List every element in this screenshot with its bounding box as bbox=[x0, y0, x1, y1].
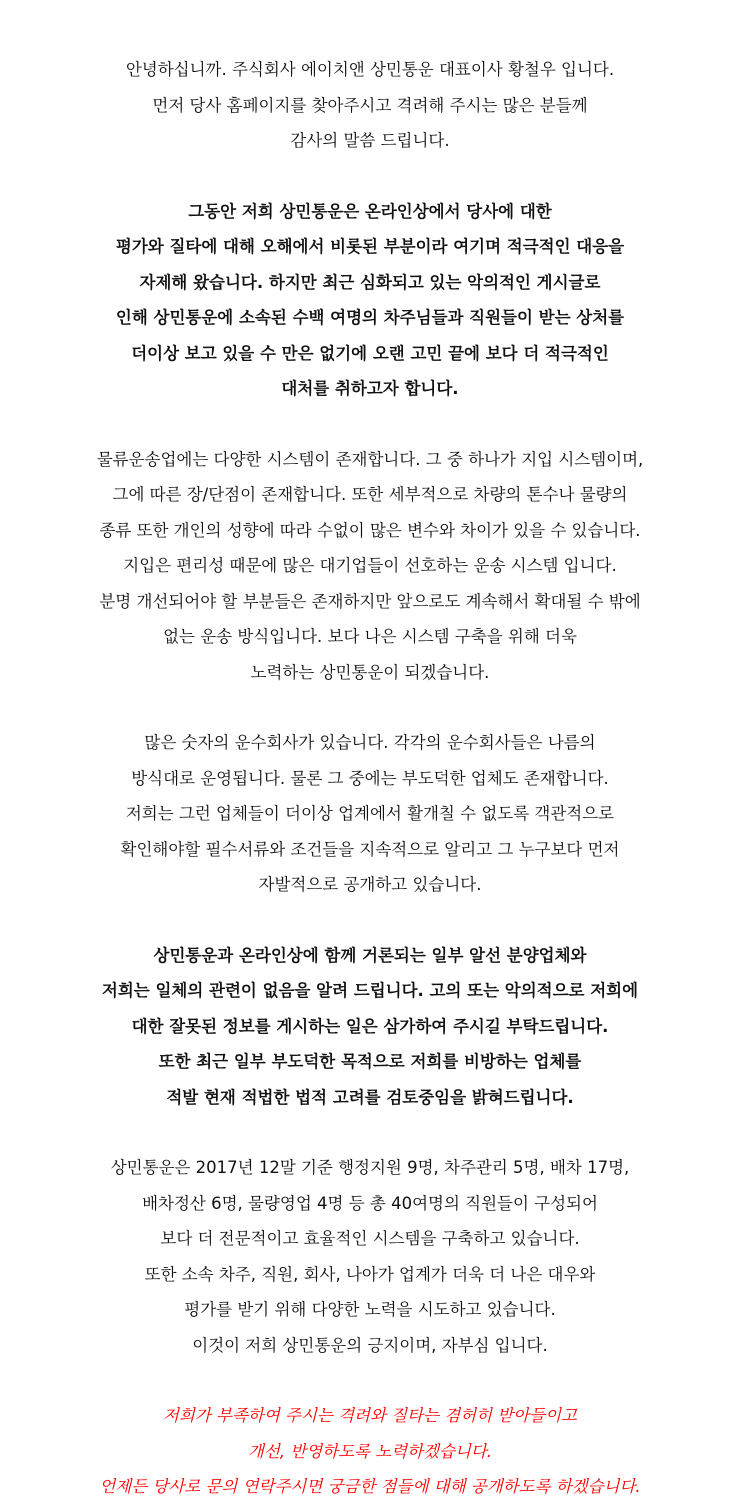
greeting-paragraph bbox=[0, 1150, 740, 1363]
text-line: 상민통운과 온라인상에 함께 거론되는 일부 알선 분양업체와 bbox=[153, 945, 587, 965]
greeting-paragraph bbox=[0, 52, 740, 159]
text-line: 먼저 당사 홈페이지를 찾아주시고 격려해 주시는 많은 분들께 bbox=[152, 95, 588, 115]
text-line: 방식대로 운영됩니다. 물론 그 중에는 부도덕한 업체도 존재합니다. bbox=[131, 768, 609, 788]
text-line: 저희가 부족하여 주시는 격려와 질타는 겸허히 받아들이고 bbox=[162, 1406, 577, 1425]
text-line: 배차정산 6명, 물량영업 4명 등 총 40여명의 직원들이 구성되어 bbox=[142, 1193, 598, 1213]
text-line: 감사의 말씀 드립니다. bbox=[290, 131, 450, 150]
text-line: 평가와 질타에 대해 오해에서 비롯된 부분이라 여기며 적극적인 대응을 bbox=[115, 237, 625, 256]
text-line: 없는 운송 방식입니다. 보다 나은 시스템 구축을 위해 더욱 bbox=[163, 627, 577, 646]
text-line: 많은 숫자의 운수회사가 있습니다. 각각의 운수회사들은 나름의 bbox=[144, 733, 596, 752]
text-line: 자발적으로 공개하고 있습니다. bbox=[258, 875, 482, 894]
text-line: 대한 잘못된 정보를 게시하는 일은 삼가하여 주시길 부탁드립니다. bbox=[131, 1016, 609, 1036]
text-line: 보다 더 전문적이고 효율적인 시스템을 구축하고 있습니다. bbox=[160, 1229, 580, 1248]
text-line: 개선, 반영하도록 노력하겠습니다. bbox=[247, 1441, 493, 1461]
text-line: 저희는 그런 업체들이 더이상 업계에서 활개칠 수 없도록 객관적으로 bbox=[125, 804, 615, 823]
text-line: 종류 또한 개인의 성향에 따라 수없이 많은 변수와 차이가 있을 수 있습니다. bbox=[99, 520, 641, 540]
greeting-paragraph bbox=[0, 938, 740, 1116]
text-line: 분명 개선되어야 할 부분들은 존재하지만 앞으로도 계속해서 확대될 수 밖에 bbox=[99, 591, 641, 611]
greeting-paragraph bbox=[0, 442, 740, 691]
text-line: 또한 소속 차주, 직원, 회사, 나아가 업계가 더욱 더 나은 대우와 bbox=[144, 1264, 596, 1284]
text-line: 인해 상민통운에 소속된 수백 여명의 차주님들과 직원들이 받는 상처를 bbox=[115, 308, 625, 327]
text-line: 지입은 편리성 때문에 많은 대기업들이 선호하는 운송 시스템 입니다. bbox=[123, 556, 617, 575]
text-line: 적발 현재 적법한 법적 고려를 검토중임을 밝혀드립니다. bbox=[166, 1087, 574, 1107]
greeting-paragraph bbox=[0, 194, 740, 407]
text-line: 이것이 저희 상민통운의 긍지이며, 자부심 입니다. bbox=[192, 1335, 548, 1355]
text-line: 그에 따른 장/단점이 존재합니다. 또한 세부적으로 차량의 톤수나 물량의 bbox=[112, 485, 628, 504]
closing-notice-paragraph bbox=[0, 1398, 740, 1505]
text-line: 또한 최근 일부 부도덕한 목적으로 저희를 비방하는 업체를 bbox=[158, 1052, 582, 1071]
greeting-paragraph bbox=[0, 725, 740, 903]
text-line: 상민통운은 2017년 12말 기준 행정지원 9명, 차주관리 5명, 배차 17명, bbox=[110, 1158, 630, 1177]
text-line: 저희는 일체의 관련이 없음을 알려 드립니다. 고의 또는 악의적으로 저희에 bbox=[101, 981, 639, 1000]
text-line: 물류운송업에는 다양한 시스템이 존재합니다. 그 중 하나가 지입 시스템이며, bbox=[96, 449, 644, 469]
text-line: 더이상 보고 있을 수 만은 없기에 오랜 고민 끝에 보다 더 적극적인 bbox=[131, 343, 609, 363]
text-line: 그동안 저희 상민통운은 온라인상에서 당사에 대한 bbox=[188, 201, 552, 221]
text-line: 평가를 받기 위해 다양한 노력을 시도하고 있습니다. bbox=[184, 1300, 556, 1319]
text-line: 자제해 왔습니다. 하지만 최근 심화되고 있는 악의적인 게시글로 bbox=[139, 272, 601, 292]
text-line: 노력하는 상민통운이 되겠습니다. bbox=[250, 662, 490, 682]
text-line: 대처를 취하고자 합니다. bbox=[281, 379, 459, 398]
text-line: 언제든 당사로 문의 연락주시면 궁금한 점들에 대해 공개하도록 하겠습니다. bbox=[99, 1477, 641, 1496]
text-line: 안녕하십니까. 주식회사 에이치앤 상민통운 대표이사 황철우 입니다. bbox=[125, 60, 615, 79]
text-line: 확인해야할 필수서류와 조건들을 지속적으로 알리고 그 누구보다 먼저 bbox=[120, 839, 620, 859]
